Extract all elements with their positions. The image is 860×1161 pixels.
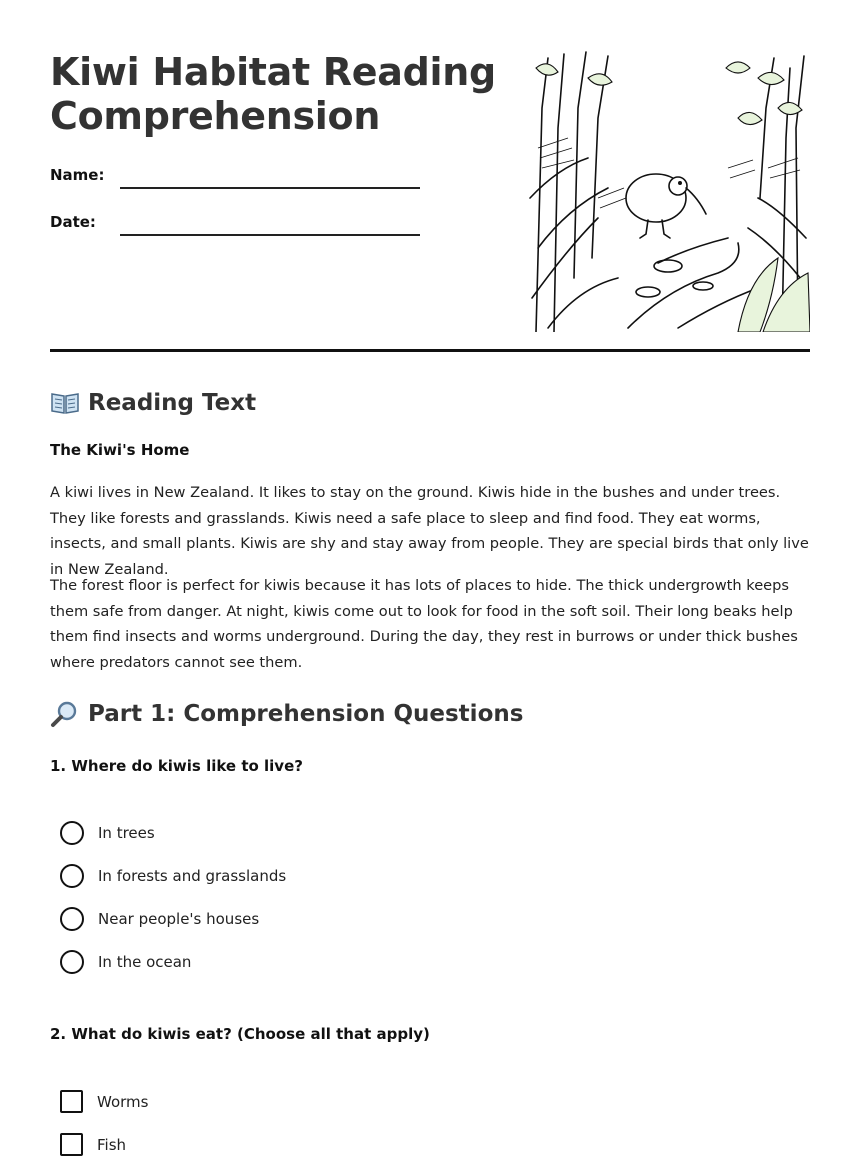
reading-heading-text: Reading Text (88, 390, 257, 416)
question-1-option-4[interactable] (60, 950, 191, 974)
page-title: Kiwi Habitat Reading Comprehension (50, 50, 496, 138)
option-label: Fish (97, 1135, 127, 1154)
radio-button[interactable] (60, 950, 84, 974)
option-label: In trees (98, 824, 155, 842)
question-1-option-2[interactable] (60, 864, 286, 888)
radio-button[interactable] (60, 821, 84, 845)
kiwi-forest-illustration (528, 48, 810, 332)
radio-button[interactable] (60, 864, 84, 888)
magnifier-icon (50, 700, 80, 728)
checkbox[interactable] (60, 1090, 83, 1113)
question-1-option-1[interactable] (60, 821, 155, 845)
part1-heading-text: Part 1: Comprehension Questions (88, 701, 524, 727)
part1-heading (50, 700, 523, 728)
option-label: In the ocean (98, 953, 192, 971)
date-label: Date: (50, 213, 96, 231)
header-divider (50, 349, 810, 352)
reading-subtitle: The Kiwi's Home (50, 441, 190, 459)
question-2-option-1[interactable] (60, 1090, 148, 1113)
option-label: In forests and grasslands (98, 867, 287, 885)
question-1-option-3[interactable] (60, 907, 259, 931)
date-field[interactable] (120, 234, 420, 236)
radio-button[interactable] (60, 907, 84, 931)
checkbox[interactable] (60, 1133, 83, 1156)
reading-heading (50, 390, 256, 416)
name-label: Name: (50, 166, 105, 184)
name-field[interactable] (120, 187, 420, 189)
option-label: Worms (97, 1092, 149, 1111)
option-label: Near people's houses (98, 910, 260, 928)
question-2-option-2[interactable] (60, 1133, 126, 1156)
question-2: 2. What do kiwis eat? (Choose all that apply) (50, 1025, 430, 1043)
reading-paragraph-2: The forest floor is perfect for kiwis because it has lots of places to hide. The thick undergrowth keeps them safe from danger. At night, kiwis come out to look for food in the soft soil. Their long beaks help them find insects and worms underground. During the day, they rest in burrows or under thick bushes where predators cannot see them. (50, 577, 798, 672)
reading-paragraph-1: A kiwi lives in New Zealand. It likes to stay on the ground. Kiwis hide in the bushes and under trees. They like forests and grasslands. Kiwis need a safe place to sleep and find food. They eat worms, insects, and small plants. Kiwis are shy and stay away from people. They are special birds that only live in New Zealand. (50, 484, 809, 579)
open-book-icon (50, 390, 80, 416)
question-1: 1. Where do kiwis like to live? (50, 757, 303, 775)
